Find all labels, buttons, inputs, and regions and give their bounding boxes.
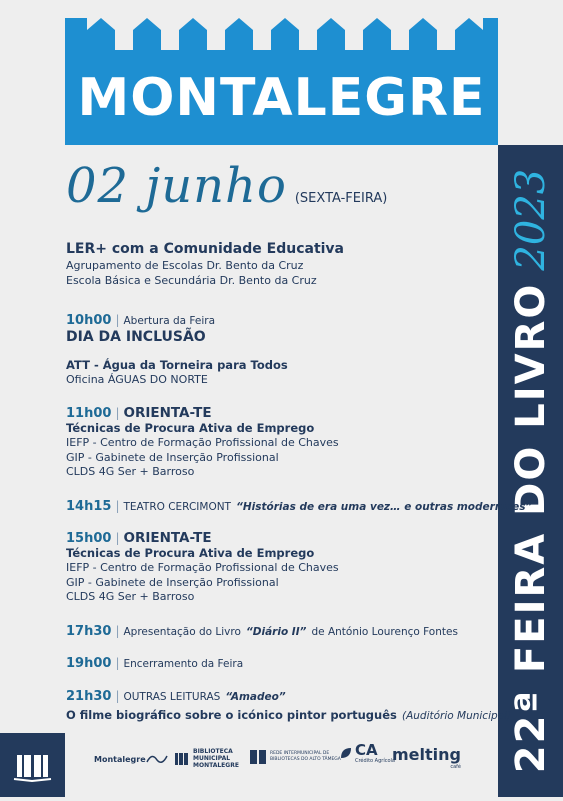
separator: | [115, 656, 120, 670]
event-encerramento [66, 652, 243, 671]
event-orienta-te-2 [66, 527, 339, 605]
sponsor-logos [94, 742, 494, 782]
event-time: 19h00 [66, 656, 112, 671]
sidebar-edition: 22ª FEIRA DO LIVRO [507, 282, 554, 774]
event-title: LER+ com a Comunidade Educativa [66, 241, 345, 257]
event-line: IEFP - Centro de Formação Profissional de Chaves [66, 561, 339, 574]
header-title: MONTALEGRE [77, 68, 486, 128]
logo-melting-sub: café [450, 764, 461, 770]
logo-biblioteca-line: MUNICIPAL [193, 755, 231, 762]
logo-ca-text: CA [355, 741, 378, 759]
event-label: Apresentação do Livro [123, 626, 241, 638]
date-main: 02 junho [66, 158, 287, 214]
event-label: Abertura da Feira [123, 315, 216, 327]
event-label: ORIENTA-TE [123, 405, 212, 421]
event-outras-leituras [66, 685, 511, 723]
event-ler-mais [66, 240, 344, 288]
separator: | [115, 313, 120, 327]
header-banner [65, 0, 498, 145]
event-abertura [66, 309, 215, 347]
event-line: Oficina ÁGUAS DO NORTE [66, 373, 208, 386]
event-att [66, 358, 288, 388]
event-label: TEATRO CERCIMONT [123, 501, 231, 513]
sidebar-title [507, 169, 555, 773]
event-quote: “Diário II” [246, 626, 307, 638]
event-apresentacao [66, 620, 458, 639]
event-title: DIA DA INCLUSÃO [66, 329, 206, 345]
date-heading [66, 158, 387, 214]
event-teatro [66, 495, 532, 514]
event-line: Agrupamento de Escolas Dr. Bento da Cruz [66, 259, 304, 272]
book-icon [0, 733, 65, 797]
event-label-author: de António Lourenço Fontes [311, 626, 458, 638]
event-line: GIP - Gabinete de Inserção Profissional [66, 450, 279, 464]
wave-icon [146, 752, 168, 766]
rede-book-icon [249, 748, 267, 766]
logo-rede-line: REDE INTERMUNICIPAL DE [270, 751, 330, 756]
event-label: Encerramento da Feira [123, 658, 244, 670]
event-time: 11h00 [66, 406, 112, 421]
event-title: ATT - Água da Torneira para Todos [66, 358, 288, 372]
logo-rede [249, 748, 341, 766]
logo-credito-agricola [339, 742, 395, 764]
separator: | [115, 406, 120, 420]
logo-melting [392, 746, 461, 770]
event-subtitle: O filme biográfico sobre o icónico pintor português [66, 708, 397, 722]
event-line: CLDS 4G Ser + Barroso [66, 465, 195, 478]
date-weekday: (SEXTA-FEIRA) [294, 191, 388, 206]
logo-montalegre-text: Montalegre [94, 754, 146, 764]
logo-ca-sub: Crédito Agrícola [355, 758, 395, 764]
event-line: GIP - Gabinete de Inserção Profissional [66, 575, 279, 589]
event-line: IEFP - Centro de Formação Profissional de Chaves [66, 436, 339, 449]
event-orienta-te-1 [66, 402, 339, 480]
event-subtitle: Técnicas de Procura Ativa de Emprego [66, 546, 315, 560]
event-note: (Auditório Municipal) [401, 710, 512, 722]
separator: | [115, 531, 120, 545]
logo-melting-text: melting [392, 745, 461, 764]
event-line: Escola Básica e Secundária Dr. Bento da Cruz [66, 273, 317, 287]
event-time: 17h30 [66, 624, 112, 639]
separator: | [115, 689, 120, 703]
event-time: 15h00 [66, 531, 112, 546]
event-quote: “Histórias de era uma vez… e outras modernices” [236, 501, 533, 513]
event-quote: “Amadeo” [225, 691, 286, 703]
logo-biblioteca-line: MONTALEGRE [193, 762, 239, 769]
sidebar-year: 2023 [507, 168, 554, 271]
book-logo-icon [174, 751, 190, 767]
event-time: 10h00 [66, 313, 112, 328]
logo-biblioteca-line: BIBLIOTECA [193, 748, 233, 755]
event-line: CLDS 4G Ser + Barroso [66, 590, 195, 603]
event-time: 21h30 [66, 689, 112, 704]
event-label: OUTRAS LEITURAS [123, 691, 221, 703]
book-icon-box [0, 733, 65, 797]
logo-biblioteca [174, 748, 239, 769]
logo-montalegre [94, 752, 168, 766]
event-label: ORIENTA-TE [123, 530, 212, 546]
event-subtitle: Técnicas de Procura Ativa de Emprego [66, 421, 315, 435]
separator: | [115, 624, 120, 638]
separator: | [115, 499, 120, 513]
event-time: 14h15 [66, 499, 112, 514]
logo-rede-line: BIBLIOTECAS DO ALTO TÂMEGA [270, 757, 341, 762]
ca-leaf-icon [339, 746, 353, 760]
